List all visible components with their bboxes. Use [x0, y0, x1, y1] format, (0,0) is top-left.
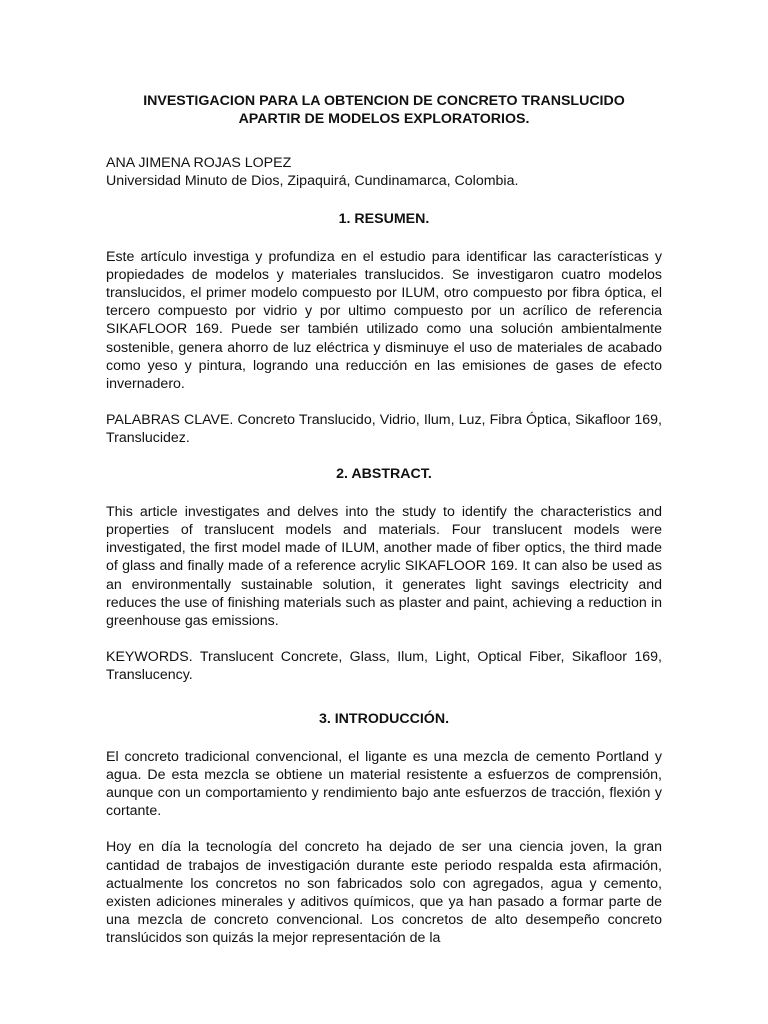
introduccion-paragraph-1: El concreto tradicional convencional, el ligante es una mezcla de cemento Portland y agua. De esta mezcla se obtiene un material resistente a esfuerzos de comprensión, aunque con un comportamiento y rendimiento bajo ante esfuerzos de tracción, flexión y cortante. [106, 749, 662, 820]
section-heading-introduccion: 3. INTRODUCCIÓN. [318, 710, 450, 727]
title-line-1: INVESTIGACION PARA LA OBTENCION DE CONCRETO TRANSLUCIDO [143, 93, 625, 109]
author-affiliation: Universidad Minuto de Dios, Zipaquirá, Cundinamarca, Colombia. [106, 173, 519, 189]
title-line-2: APARTIR DE MODELOS EXPLORATORIOS. [238, 111, 530, 127]
paper-title [106, 92, 662, 128]
section-heading-resumen: 1. RESUMEN. [338, 211, 430, 227]
paper-body [106, 92, 662, 947]
resumen-keywords: PALABRAS CLAVE. Concreto Translucido, Vidrio, Ilum, Luz, Fibra Óptica, Sikafloor 169, Translucidez. [106, 411, 662, 446]
author-name: ANA JIMENA ROJAS LOPEZ [106, 155, 292, 171]
author-block [106, 154, 662, 190]
section-heading-abstract: 2. ABSTRACT. [336, 466, 432, 483]
resumen-paragraph: Este artículo investiga y profundiza en el estudio para identificar las características y propiedades de modelos y materiales translucidos. Se investigaron cuatro modelos translucidos, el primer modelo compuesto por ILUM, otro compuesto por fibra óptica, el tercero compuesto por vidrio y por ultimo compuesto por un acrílico de referencia SIKAFLOOR 169. Puede ser también utilizado como una solución ambientalmente sostenible, genera ahorro de luz eléctrica y disminuye el uso de materiales de acabado como yeso y pintura, logrando una reducción en las emisiones de gases de efecto invernadero. [106, 249, 662, 392]
introduccion-paragraph-2: Hoy en día la tecnología del concreto ha dejado de ser una ciencia joven, la gran cantidad de trabajos de investigación durante este periodo respalda esta afirmación, actualmente los concretos no son fabricados solo con agregados, agua y cemento, existen adiciones minerales y aditivos químicos, que ya han pasado a formar parte de una mezcla de concreto convencional. Los concretos de alto desempeño concreto translúcidos son quizás la mejor representación de la [106, 839, 662, 946]
abstract-keywords: KEYWORDS. Translucent Concrete, Glass, Ilum, Light, Optical Fiber, Sikafloor 169, Translucency. [106, 648, 662, 683]
abstract-paragraph: This article investigates and delves into the study to identify the characteristics and properties of translucent models and materials. Four translucent models were investigated, the first model made of ILUM, another made of fiber optics, the third made of glass and finally made of a reference acrylic SIKAFLOOR 169. It can also be used as an environmentally sustainable solution, it generates light savings electricity and reduces the use of finishing materials such as plaster and paint, achieving a reduction in greenhouse gas emissions. [106, 504, 662, 629]
